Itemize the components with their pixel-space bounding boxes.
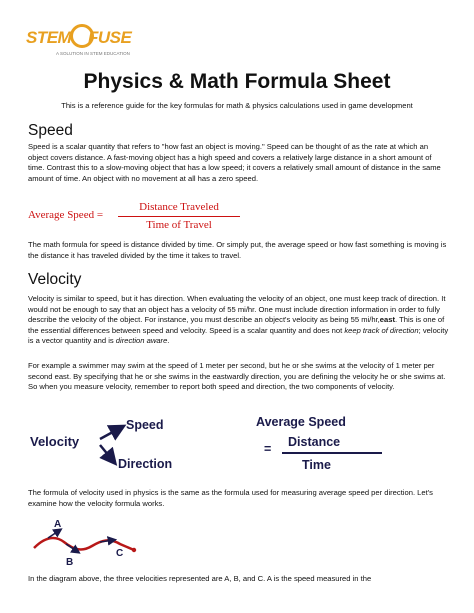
diagram-explanation-paragraph: In the diagram above, the three velocities represented are A, B, and C. A is the speed measured in the bbox=[28, 574, 372, 583]
avg-speed-title: Average Speed bbox=[256, 415, 346, 429]
stem-fuse-logo bbox=[26, 22, 136, 72]
avg-speed-fraction-bar bbox=[282, 452, 382, 454]
direction-label: Direction bbox=[118, 457, 173, 471]
velocity-paragraph: Velocity is similar to speed, but it has direction. When evaluating the velocity of an object, one must keep track of direction. It would not be enough to say that an object has a velocity of 55 mi/hr. One must include direction information in order to fully describe the velocity of the object. For instance, you must describe an object's velocity as being 55 mi/hr,east. This is one of the essential differences between speed and velocity. Speed is a scalar quantity and does not keep track of direction; velocity is a vector quantity and is direction aware. bbox=[28, 294, 449, 346]
label-a: A bbox=[54, 519, 62, 530]
label-b: B bbox=[66, 557, 74, 568]
speed-label: Speed bbox=[126, 418, 164, 432]
intro-text: This is a reference guide for the key formulas for math & physics calculations used in game development bbox=[61, 101, 413, 110]
velocity-heading: Velocity bbox=[28, 271, 82, 288]
velocity-label: Velocity bbox=[30, 434, 80, 449]
arrow-to-speed bbox=[100, 427, 122, 439]
path-endpoint bbox=[132, 548, 136, 552]
label-c: C bbox=[116, 548, 124, 559]
page-title: Physics & Math Formula Sheet bbox=[83, 70, 391, 93]
formula-numerator: Distance Traveled bbox=[139, 201, 219, 213]
average-speed-formula bbox=[28, 201, 248, 233]
velocity-path-diagram bbox=[30, 518, 140, 568]
arrow-to-direction bbox=[100, 445, 114, 462]
logo-tagline: A SOLUTION IN STEM EDUCATION bbox=[56, 51, 130, 56]
speed-heading: Speed bbox=[28, 122, 73, 139]
avg-speed-equals: = bbox=[264, 442, 272, 456]
logo-fuse-text: FUSE bbox=[88, 28, 132, 47]
formula-fraction-bar bbox=[118, 216, 240, 217]
avg-speed-time: Time bbox=[302, 458, 331, 472]
swimmer-example-paragraph: For example a swimmer may swim at the speed of 1 meter per second, but he or she swims at the velocity of 1 meter per second east. By specifying that he or she swims in the eastwardly direction, you are defining the velocity he or she swims at. So when you measure velocity, remember to report both speed and direction, the two components of velocity. bbox=[28, 361, 446, 392]
formula-denominator: Time of Travel bbox=[146, 219, 212, 231]
east-emphasis: east bbox=[379, 315, 395, 325]
velocity-components-diagram bbox=[30, 418, 195, 476]
formula-label: Average Speed = bbox=[28, 209, 104, 221]
velocity-formula-paragraph: The formula of velocity used in physics is the same as the formula used for measuring average speed per direction. Let's examine how the velocity formula works. bbox=[28, 488, 433, 508]
logo-stem-text: STEM bbox=[26, 28, 72, 47]
avg-speed-distance: Distance bbox=[288, 435, 341, 449]
speed-math-paragraph: The math formula for speed is distance divided by time. Or simply put, the average speed or how fast something is moving is the distance it has traveled divided by the time it takes to travel. bbox=[28, 240, 447, 260]
curved-path-figure bbox=[30, 518, 140, 568]
average-speed-equation bbox=[252, 415, 398, 477]
speed-paragraph: Speed is a scalar quantity that refers to "how fast an object is moving." Speed can be thought of as the rate at which an object covers distance. A fast-moving object has a high speed and covers a relatively large distance in a short amount of time. Contrast this to a slow-moving object that has a low speed; it covers a relatively small amount of distance in the same amount of time. An object with no movement at all has a zero speed. bbox=[28, 142, 441, 183]
